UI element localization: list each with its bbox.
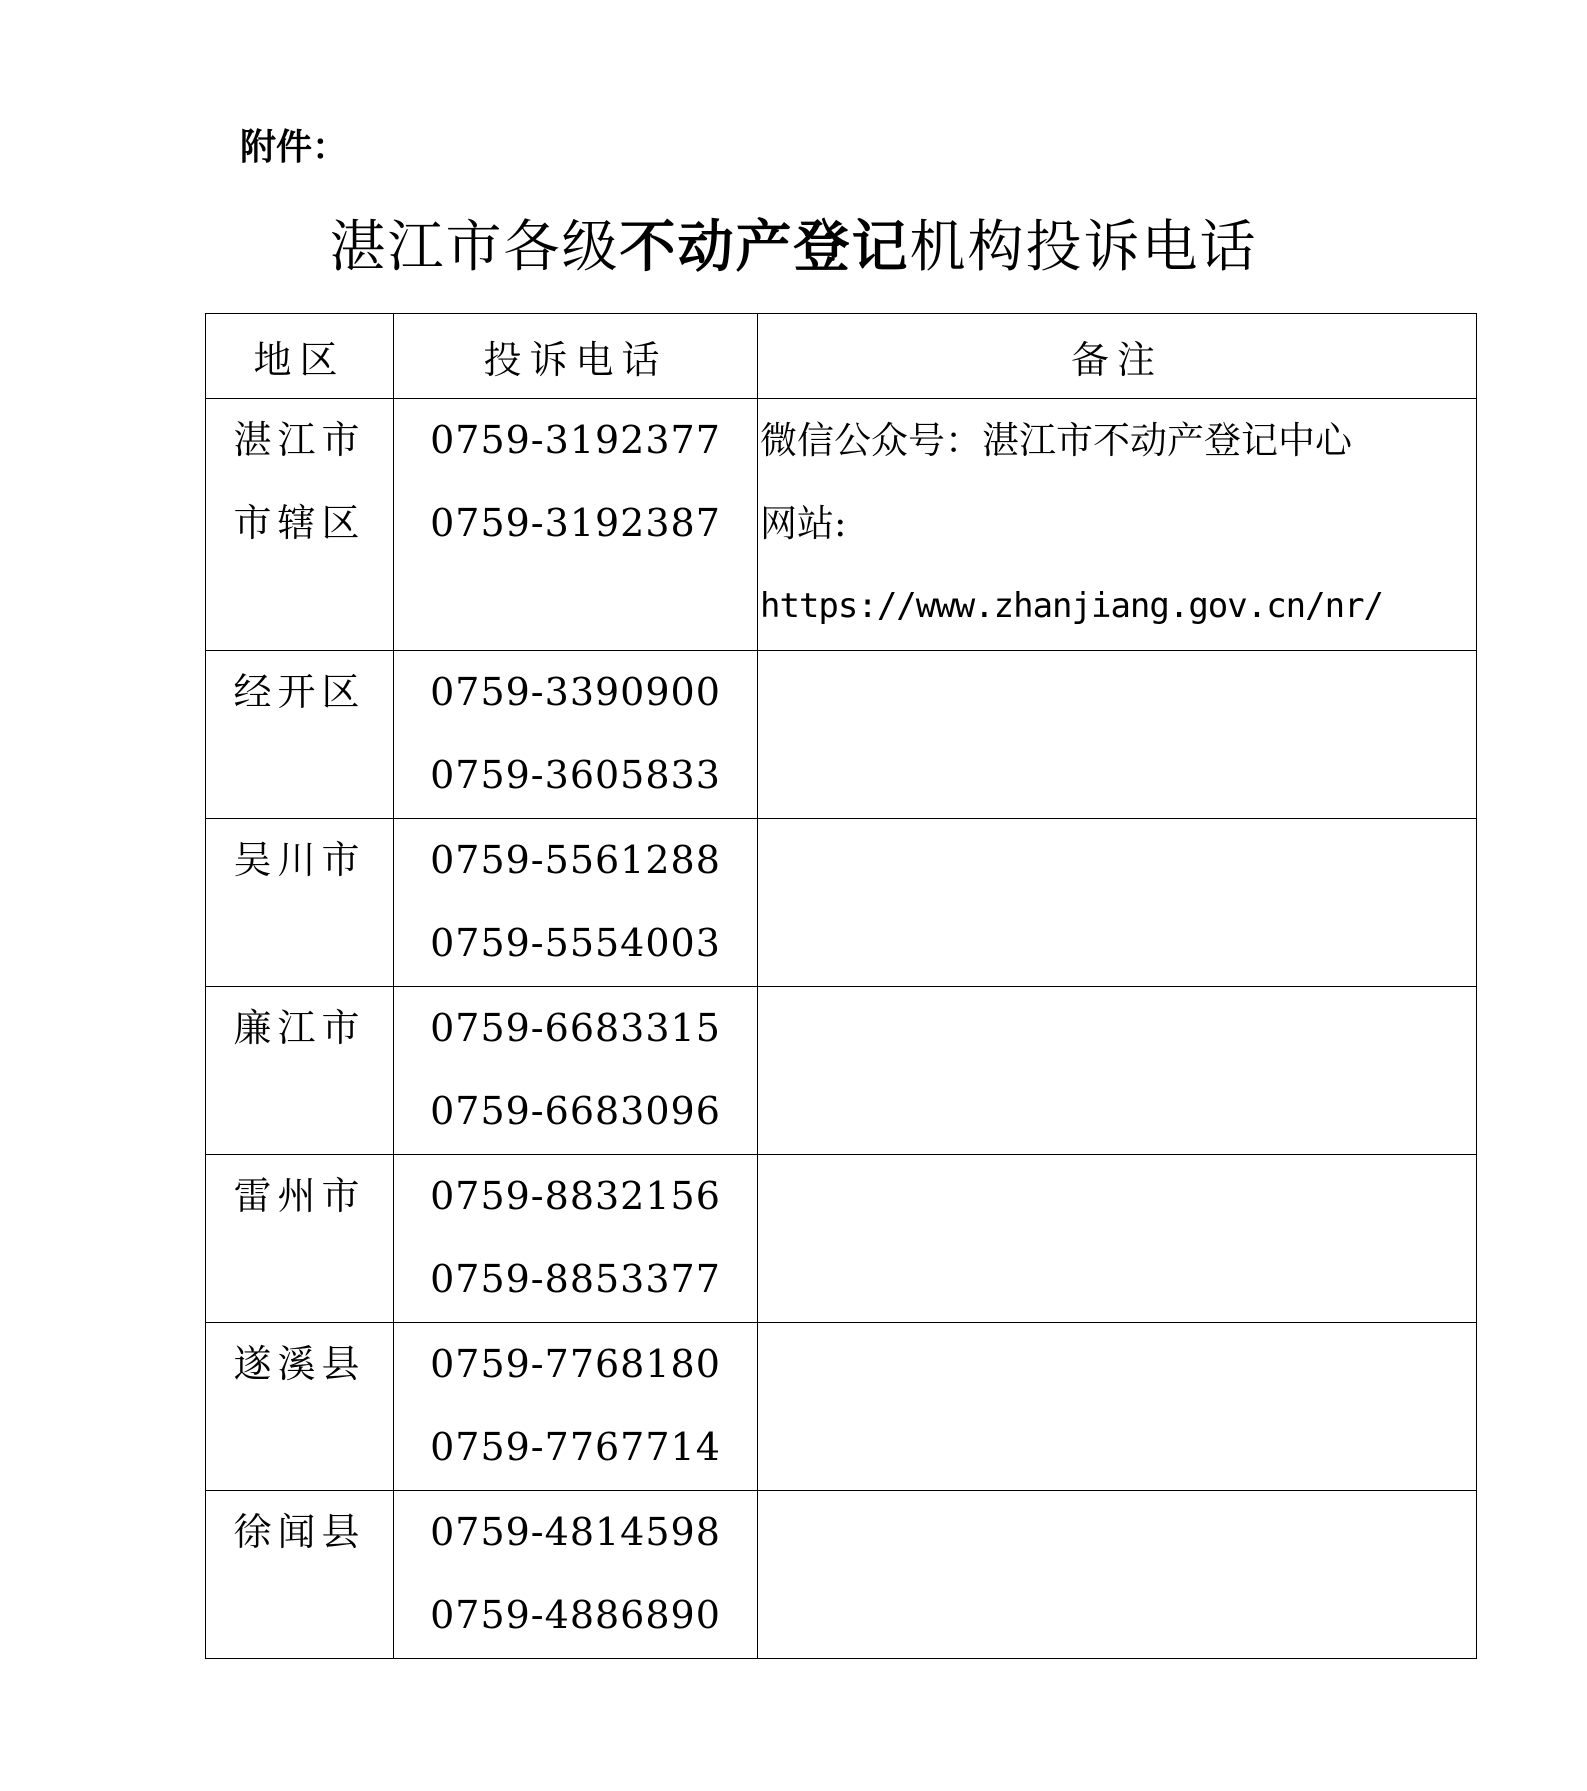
table-row bbox=[206, 651, 1477, 819]
region-cell bbox=[206, 1491, 394, 1659]
region-name: 经开区 bbox=[233, 670, 366, 714]
remark-cell bbox=[758, 819, 1477, 987]
remark-cell bbox=[758, 1155, 1477, 1323]
phone-number: 0759-3192377 bbox=[430, 418, 721, 462]
remark-cell bbox=[758, 1491, 1477, 1659]
phone-cell bbox=[394, 987, 758, 1155]
remark-cell bbox=[758, 399, 1477, 651]
remark-cell bbox=[758, 1323, 1477, 1491]
phone-cell bbox=[394, 651, 758, 819]
table-row bbox=[206, 1323, 1477, 1491]
table-header-row bbox=[206, 314, 1477, 399]
region-cell bbox=[206, 987, 394, 1155]
phone-number: 0759-8853377 bbox=[430, 1257, 721, 1301]
table-row bbox=[206, 1491, 1477, 1659]
wechat-account: 微信公众号：湛江市不动产登记中心 bbox=[760, 419, 1352, 462]
region-name: 徐闻县 bbox=[233, 1510, 366, 1554]
phone-number: 0759-5561288 bbox=[430, 838, 721, 882]
phone-number: 0759-5554003 bbox=[430, 921, 721, 965]
remark-cell bbox=[758, 987, 1477, 1155]
header-remark: 备注 bbox=[758, 314, 1477, 399]
phone-cell bbox=[394, 819, 758, 987]
region-cell bbox=[206, 1155, 394, 1323]
phone-number: 0759-3605833 bbox=[430, 753, 721, 797]
phone-cell bbox=[394, 1491, 758, 1659]
phone-cell bbox=[394, 399, 758, 651]
remark-cell bbox=[758, 651, 1477, 819]
region-name-line2: 市辖区 bbox=[233, 501, 366, 545]
table-row bbox=[206, 987, 1477, 1155]
website-link[interactable]: https://www.zhanjiang.gov.cn/nr/ bbox=[760, 586, 1384, 626]
phone-number: 0759-7768180 bbox=[430, 1342, 721, 1386]
phone-number: 0759-3192387 bbox=[430, 501, 721, 545]
region-cell bbox=[206, 399, 394, 651]
phone-number: 0759-7767714 bbox=[430, 1425, 721, 1469]
region-name: 吴川市 bbox=[233, 838, 366, 882]
title-part-1: 湛江市各级 bbox=[329, 215, 620, 280]
region-name: 廉江市 bbox=[233, 1006, 366, 1050]
page-title bbox=[0, 212, 1587, 283]
phone-number: 0759-6683315 bbox=[430, 1006, 721, 1050]
region-name: 遂溪县 bbox=[233, 1342, 366, 1386]
title-part-2: 不动产登记 bbox=[619, 214, 910, 280]
phone-number: 0759-8832156 bbox=[430, 1174, 721, 1218]
region-cell bbox=[206, 819, 394, 987]
region-name: 雷州市 bbox=[233, 1174, 366, 1218]
complaint-phone-table bbox=[205, 313, 1477, 1659]
table-row bbox=[206, 1155, 1477, 1323]
phone-cell bbox=[394, 1323, 758, 1491]
phone-number: 0759-4886890 bbox=[430, 1593, 721, 1637]
attachment-label: 附件： bbox=[240, 127, 349, 168]
title-part-3: 机构投诉电话 bbox=[909, 215, 1258, 280]
header-phone: 投诉电话 bbox=[394, 314, 758, 399]
region-cell bbox=[206, 1323, 394, 1491]
phone-number: 0759-6683096 bbox=[430, 1089, 721, 1133]
phone-number: 0759-4814598 bbox=[430, 1510, 721, 1554]
table-row bbox=[206, 399, 1477, 651]
region-name: 湛江市 bbox=[233, 418, 366, 462]
header-region: 地区 bbox=[206, 314, 394, 399]
phone-number: 0759-3390900 bbox=[430, 670, 721, 714]
website-label: 网站: bbox=[760, 502, 847, 545]
region-cell bbox=[206, 651, 394, 819]
phone-cell bbox=[394, 1155, 758, 1323]
table-row bbox=[206, 819, 1477, 987]
